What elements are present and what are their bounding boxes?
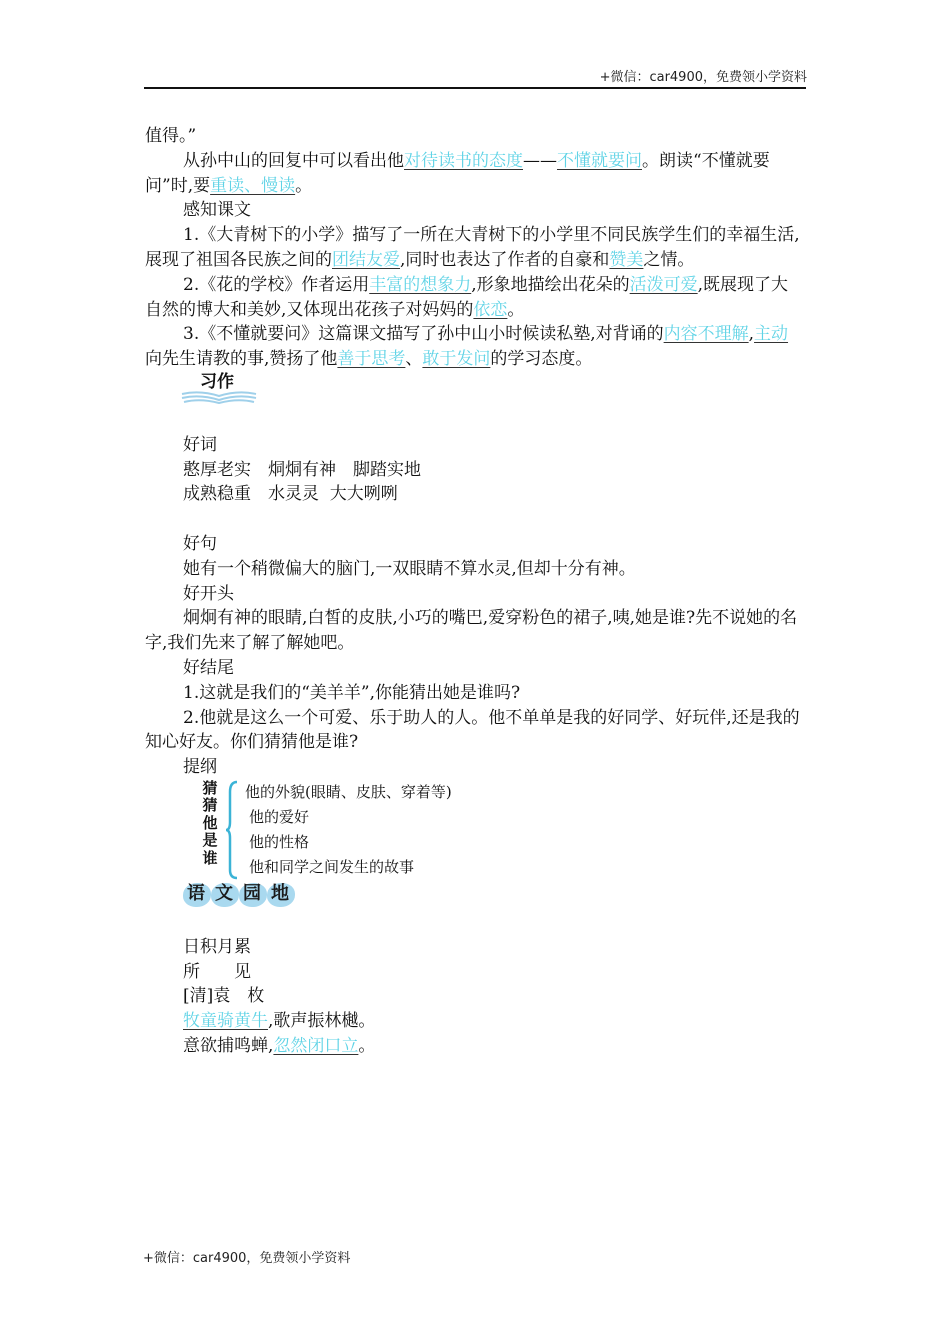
badge-char: 文: [215, 882, 233, 904]
answer-blank: 丰富的想象力: [369, 274, 472, 295]
text: ,既展现了大自然的博大和美妙,又体现出花孩子对妈妈的: [145, 274, 789, 320]
outline-title-char: 谁: [202, 848, 218, 867]
page-header-text: +微信：car4900，免费领小学资料: [599, 70, 807, 85]
outline-title-char: 猜: [202, 796, 218, 815]
answer-blank: 内容不理解: [663, 324, 749, 345]
text: 。朗读“不懂就要问”时,要: [145, 150, 770, 196]
answer-blank: 赞美: [609, 249, 644, 270]
answer-blank: 不懂就要问: [557, 150, 642, 171]
good-words-line: 成熟稳重 水灵灵 大大咧咧: [183, 484, 398, 505]
text: 意欲捕鸣蝉,: [183, 1035, 274, 1056]
good-words-heading: 好词: [183, 434, 217, 455]
badge-char: 园: [243, 882, 261, 904]
curly-brace-icon: [225, 780, 239, 880]
good-sentence-heading: 好句: [183, 533, 217, 554]
text: ,形象地描绘出花朵的: [471, 274, 630, 295]
text: 向先生请教的事,赞扬了他: [145, 349, 338, 370]
page-content: [145, 124, 805, 1059]
answer-blank: 主动: [754, 324, 789, 345]
outline-items: [245, 780, 452, 880]
good-ending-heading: 好结尾: [183, 657, 234, 678]
text: 。: [507, 299, 525, 320]
answer-blank: 对待读书的态度: [404, 150, 523, 171]
answer-blank: 团结友爱: [332, 249, 400, 270]
page-footer-text: +微信：car4900，免费领小学资料: [143, 1251, 351, 1266]
text: ,同时也表达了作者的自豪和: [400, 249, 610, 270]
answer-blank: 活泼可爱: [629, 274, 698, 295]
text: 的学习态度。: [490, 349, 593, 370]
continued-line: 值得。”: [145, 126, 197, 146]
intro-paragraph: [145, 149, 805, 199]
text: 、: [405, 349, 423, 370]
text: 1.《大青树下的小学》描写了一所在大青树下的小学里不同民族学生们的幸福生活,展现了祖国各民族之间的: [145, 225, 800, 270]
header-divider: [144, 87, 806, 89]
text: ,歌声振林樾。: [268, 1011, 376, 1032]
perceive-item-3: [145, 322, 805, 372]
outline-title-char: 是: [202, 831, 218, 850]
outline-diagram: [183, 780, 805, 880]
text: 之情。: [643, 249, 695, 270]
text: ——: [523, 150, 557, 171]
outline-item: 他和同学之间发生的故事: [249, 857, 415, 876]
answer-blank: 依恋: [473, 299, 508, 320]
outline-item: 他的外貌(眼睛、皮肤、穿着等): [245, 782, 452, 801]
answer-blank: 敢于发问: [422, 349, 491, 370]
answer-blank: 重读、慢读: [210, 175, 296, 196]
poem-line-1: [145, 1009, 805, 1034]
good-ending-2: 2.他就是这么一个可爱、乐于助人的人。他不单单是我的好同学、好玩伴,还是我的知心好友。你们猜猜他是谁?: [145, 707, 800, 753]
text: 3.《不懂就要问》这篇课文描写了孙中山小时候读私塾,对背诵的: [183, 324, 664, 345]
outline-item: 他的性格: [249, 832, 310, 851]
poem-title: 所 见: [183, 961, 251, 982]
outline-heading: 提纲: [183, 757, 217, 778]
text: ,: [748, 324, 755, 345]
writing-section-badge: [180, 372, 260, 408]
good-ending-1: 1.这就是我们的“美羊羊”,你能猜出她是谁吗?: [183, 682, 521, 703]
outline-title-char: 他: [202, 813, 218, 832]
text: 。: [295, 175, 313, 196]
poem-author: [清]袁 枚: [183, 986, 265, 1007]
chinese-garden-badge: [183, 880, 303, 910]
good-opening: 炯炯有神的眼睛,白皙的皮肤,小巧的嘴巴,爱穿粉色的裙子,咦,她是谁?先不说她的名字,我们先来了解了解她吧。: [145, 608, 798, 654]
outline-title-char: 猜: [202, 778, 218, 797]
text: 。: [358, 1035, 376, 1056]
badge-char: 地: [271, 882, 289, 904]
good-sentence: 她有一个稍微偏大的脑门,一双眼睛不算水灵,但却十分有神。: [183, 558, 636, 579]
answer-blank: 忽然闭口立: [273, 1035, 359, 1056]
text: 2.《花的学校》作者运用: [183, 274, 370, 295]
answer-blank: 善于思考: [337, 349, 406, 370]
poem-line-2: [145, 1034, 805, 1059]
outline-title: [201, 780, 219, 868]
section-heading-perceive: 感知课文: [183, 200, 251, 221]
text: 从孙中山的回复中可以看出他: [183, 150, 404, 171]
good-words-line: 憨厚老实 烔烔有神 脚踏实地: [183, 459, 421, 480]
writing-badge-label: 习作: [200, 371, 234, 392]
good-opening-heading: 好开头: [183, 583, 234, 604]
answer-blank: 牧童骑黄牛: [183, 1011, 268, 1032]
perceive-item-2: [145, 273, 805, 323]
perceive-item-1: [145, 223, 805, 273]
badge-char: 语: [187, 882, 205, 904]
outline-item: 他的爱好: [249, 807, 310, 826]
accumulation-heading: 日积月累: [183, 936, 251, 957]
